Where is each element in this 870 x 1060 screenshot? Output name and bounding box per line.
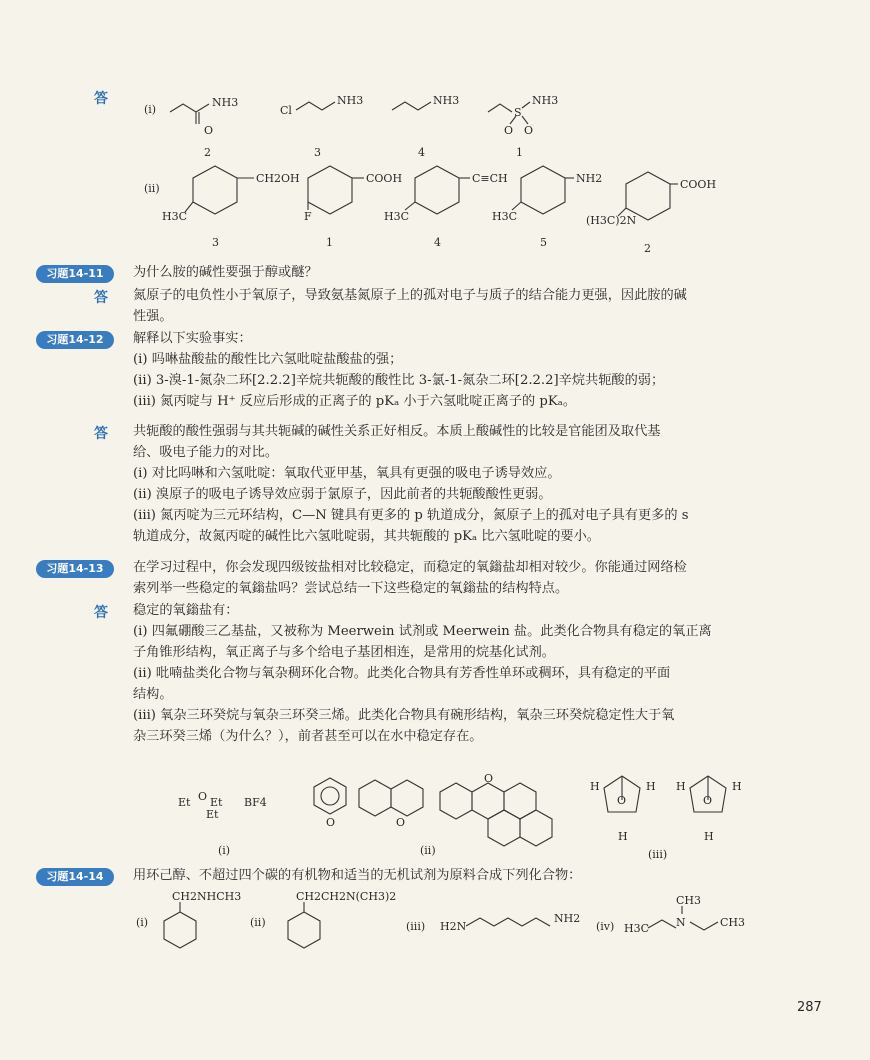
rank-number: 3 (212, 236, 219, 249)
ring (440, 783, 472, 819)
answer-line: 结构。 (133, 687, 173, 702)
bond (170, 104, 209, 112)
atom-label: NH3 (433, 94, 460, 107)
bond (405, 202, 415, 210)
answer-line: 共轭酸的酸性强弱与其共轭碱的碱性关系正好相反。本质上酸碱性的比较是官能团及取代基 (133, 424, 661, 439)
bond (512, 202, 521, 210)
atom-label: O (504, 124, 514, 137)
figure-label: (ii) (420, 844, 436, 857)
ring (626, 172, 670, 220)
exercise-badge-14-11: 习题14-11 (36, 265, 114, 283)
substituent: CH2NHCH3 (172, 890, 242, 903)
atom-label: O (396, 816, 406, 829)
answer-line: (iii) 氧杂三环癸烷与氧杂三环癸三烯。此类化合物具有碗形结构，氧杂三环癸烷稳定性大于氧 (133, 708, 675, 723)
question-line: 用环己醇、不超过四个碳的有机物和适当的无机试剂为原料合成下列化合物： (133, 868, 582, 883)
ring (288, 912, 320, 948)
answer-line: (iii) 氮丙啶为三元环结构，C—N 键具有更多的 p 轨道成分，氮原子上的孤对电子具有更多的 s (133, 508, 689, 523)
figure-label: (i) (218, 844, 231, 857)
answer-label: 答 (94, 290, 108, 306)
answer-line: (i) 四氟硼酸三乙基盐，又被称为 Meerwein 试剂或 Meerwein 盐。此类化合物具有稳定的氧正离 (133, 624, 712, 639)
question-line: 为什么胺的碱性要强于醇或醚？ (133, 265, 318, 280)
answer-label: 答 (94, 605, 108, 621)
answer-line: 氮原子的电负性小于氧原子，导致氨基氮原子上的孤对电子与质子的结合能力更强，因此胺的碱 (133, 288, 687, 303)
atom-label: O (703, 794, 713, 807)
atom-label: Cl (280, 104, 292, 117)
bond (522, 102, 530, 108)
atom-label: H (618, 830, 628, 843)
bond (392, 102, 431, 110)
substituent: COOH (366, 172, 403, 185)
substituent: F (304, 210, 312, 223)
bond (466, 918, 550, 926)
atom-label: NH3 (212, 96, 239, 109)
atom-label: O (204, 124, 214, 137)
atom-label: H (732, 780, 742, 793)
substituent: NH2 (576, 172, 603, 185)
ring (415, 166, 459, 214)
ring (359, 780, 391, 816)
answer-line: (ii) 吡喃盐类化合物与氧杂稠环化合物。此类化合物具有芳香性单环或稠环，具有稳定的平面 (133, 666, 671, 681)
answer-label: 答 (94, 91, 108, 107)
substituent: H3C (492, 210, 518, 223)
item-label: (iii) (406, 920, 426, 933)
atom-label: H (590, 780, 600, 793)
atom-label: Et (210, 796, 223, 809)
exercise-badge-14-13: 习题14-13 (36, 560, 114, 578)
rank-number: 1 (326, 236, 333, 249)
substituent: CH2CH2N(CH3)2 (296, 890, 397, 903)
answer-line: 子角锥形结构，氧正离子与多个给电子基团相连，是常用的烷基化试剂。 (133, 645, 555, 660)
atom-label: Et (206, 808, 219, 821)
atom-label: O (198, 790, 208, 803)
substituent: (H3C)2N (586, 214, 637, 227)
rank-number: 3 (314, 146, 321, 159)
answer-line: 性强。 (133, 309, 173, 324)
ring (308, 166, 352, 214)
exercise-badge-14-12: 习题14-12 (36, 331, 114, 349)
answer-line: 杂三环癸三烯（为什么？），前者甚至可以在水中稳定存在。 (133, 729, 483, 744)
question-line: (i) 吗啉盐酸盐的酸性比六氢吡啶盐酸盐的强； (133, 352, 403, 367)
answer-line: 轨道成分，故氮丙啶的碱性比六氢吡啶弱，其共轭酸的 pKₐ 比六氢吡啶的要小。 (133, 529, 600, 544)
substituent: H3C (162, 210, 188, 223)
question-line: 解释以下实验事实： (133, 331, 252, 346)
row-label: (ii) (144, 182, 160, 195)
atom-label: NH3 (532, 94, 559, 107)
substituent: H2N (440, 920, 467, 933)
ring (520, 810, 552, 846)
atom-label: O (524, 124, 534, 137)
row-label: (i) (144, 103, 157, 116)
ring (488, 810, 520, 846)
substituent: C≡CH (472, 172, 508, 185)
substituent: CH2OH (256, 172, 300, 185)
atom-label: BF4 (244, 796, 267, 809)
answer-line: 给、吸电子能力的对比。 (133, 445, 279, 460)
figure-label: (iii) (648, 848, 668, 861)
page-number: 287 (797, 1000, 822, 1015)
bond (690, 922, 718, 930)
substituent: H3C (624, 922, 650, 935)
item-label: (i) (136, 916, 149, 929)
atom-label: H (676, 780, 686, 793)
bond (522, 116, 528, 124)
atom-label: H (646, 780, 656, 793)
atom-label: N (676, 916, 686, 929)
item-label: (ii) (250, 916, 266, 929)
atom-label: S (514, 106, 522, 119)
ring (391, 780, 423, 816)
rank-number: 2 (644, 242, 651, 255)
question-line: (iii) 氮丙啶与 H⁺ 反应后形成的正离子的 pKₐ 小于六氢吡啶正离子的 pKₐ。 (133, 394, 577, 409)
atom-label: Et (178, 796, 191, 809)
atom-label: NH3 (337, 94, 364, 107)
ring (193, 166, 237, 214)
substituent: CH3 (676, 894, 702, 907)
answer-line: (i) 对比吗啉和六氢吡啶：氧取代亚甲基，氧具有更强的吸电子诱导效应。 (133, 466, 561, 481)
atom-label: O (484, 772, 494, 785)
rank-number: 4 (434, 236, 441, 249)
substituent: H3C (384, 210, 410, 223)
bond (648, 920, 676, 928)
ring (504, 783, 536, 819)
rank-number: 4 (418, 146, 425, 159)
atom-label: O (326, 816, 336, 829)
aromatic-circle (321, 787, 339, 805)
substituent: CH3 (720, 916, 746, 929)
answer-label: 答 (94, 426, 108, 442)
atom-label: H (704, 830, 714, 843)
bond (296, 102, 335, 110)
bond (488, 104, 512, 112)
question-line: 在学习过程中，你会发现四级铵盐相对比较稳定，而稳定的氧鎓盐却相对较少。你能通过网络检 (133, 560, 687, 575)
item-label: (iv) (596, 920, 615, 933)
rank-number: 5 (540, 236, 547, 249)
substituent: COOH (680, 178, 717, 191)
atom-label: O (617, 794, 627, 807)
ring (314, 778, 346, 814)
exercise-badge-14-14: 习题14-14 (36, 868, 114, 886)
question-line: (ii) 3-溴-1-氮杂二环[2.2.2]辛烷共轭酸的酸性比 3-氯-1-氮杂二环[2.2.2]辛烷共轭酸的弱； (133, 373, 665, 388)
ring (164, 912, 196, 948)
answer-line: 稳定的氧鎓盐有： (133, 603, 239, 618)
rank-number: 1 (516, 146, 523, 159)
answer-line: (ii) 溴原子的吸电子诱导效应弱于氯原子，因此前者的共轭酸酸性更弱。 (133, 487, 552, 502)
ring (472, 783, 504, 819)
question-line: 索列举一些稳定的氧鎓盐吗？尝试总结一下这些稳定的氧鎓盐的结构特点。 (133, 581, 569, 596)
rank-number: 2 (204, 146, 211, 159)
substituent: NH2 (554, 912, 581, 925)
ring (521, 166, 565, 214)
